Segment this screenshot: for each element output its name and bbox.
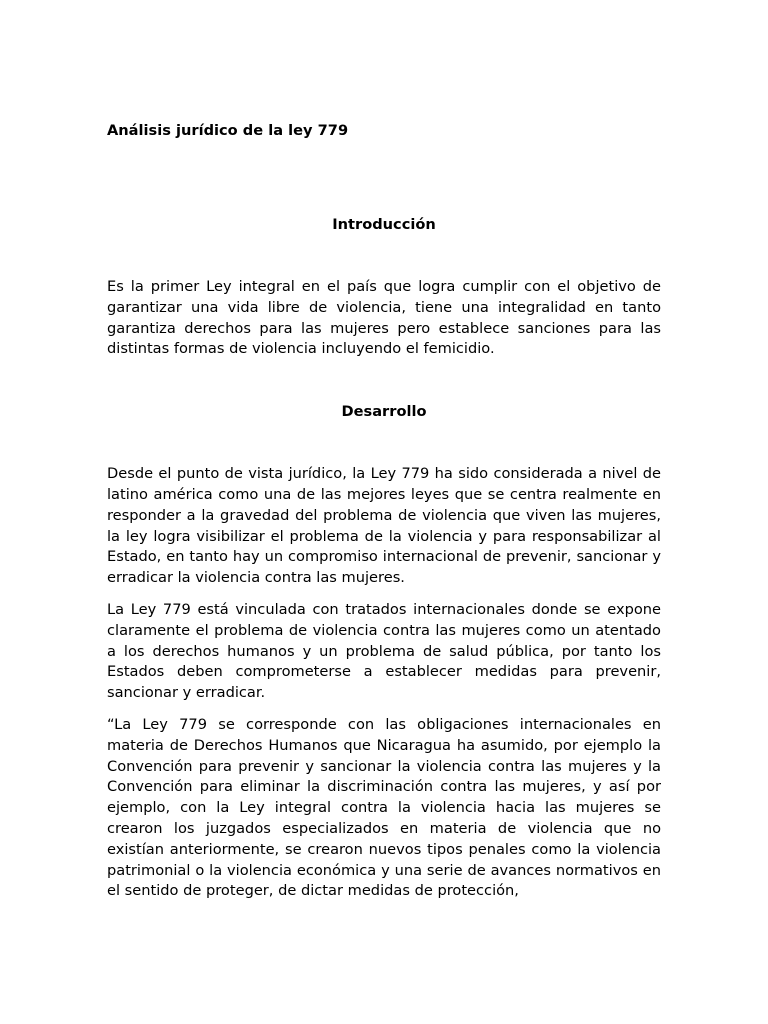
paragraph-desarrollo-3: “La Ley 779 se corresponde con las obligaciones internacionales en materia de Derechos Humanos que Nicaragua ha asumido, por ejemplo la Convención para prevenir y sancionar la violencia contra las mujeres y la Convención para eliminar la discriminación contra las mujeres, y así por ejemplo, con la Ley integral contra la violencia hacia las mujeres se crearon los juzgados especializados en materia de violencia que no existían anteriormente, se crearon nuevos tipos penales como la violencia patrimonial o la violencia económica y una serie de avances normativos en el sentido de proteger, de dictar medidas de protección, bbox=[107, 715, 661, 900]
paragraph-desarrollo-1: Desde el punto de vista jurídico, la Ley 779 ha sido considerada a nivel de latino américa como una de las mejores leyes que se centra realmente en responder a la gravedad del problema de violencia que viven las mujeres, la ley logra visibilizar el problema de la violencia y para responsabilizar al Estado, en tanto hay un compromiso internacional de prevenir, sancionar y erradicar la violencia contra las mujeres. bbox=[107, 465, 661, 587]
section-heading-introduccion: Introducción bbox=[332, 216, 436, 233]
paragraph-introduccion-1: Es la primer Ley integral en el país que logra cumplir con el objetivo de garantizar una vida libre de violencia, tiene una integralidad en tanto garantiza derechos para las mujeres pero establece sanciones para las distintas formas de violencia incluyendo el femicidio. bbox=[107, 278, 661, 358]
document-title: Análisis jurídico de la ley 779 bbox=[107, 122, 349, 139]
section-heading-desarrollo: Desarrollo bbox=[341, 403, 427, 421]
paragraph-desarrollo-2: La Ley 779 está vinculada con tratados internacionales donde se expone claramente el problema de violencia contra las mujeres como un atentado a los derechos humanos y un problema de salud pública, por tanto los Estados deben comprometerse a establecer medidas para prevenir, sancionar y erradicar. bbox=[107, 600, 661, 702]
document-page bbox=[107, 121, 661, 902]
